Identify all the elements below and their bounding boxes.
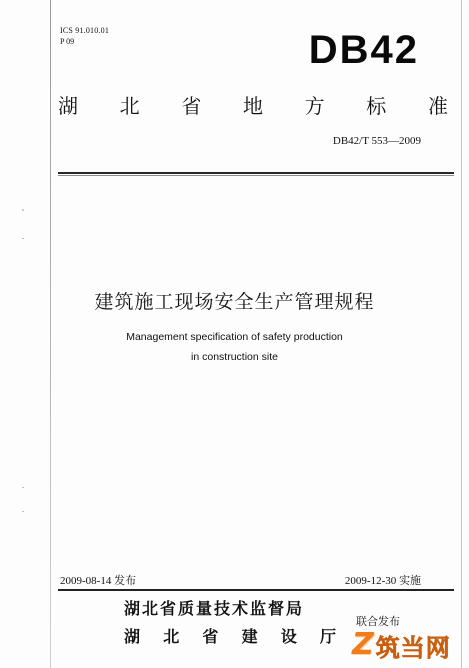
implement-date: 2009-12-30 实施: [344, 575, 421, 587]
header-rule-thin: [58, 175, 454, 176]
issuer-construction-dept: [124, 624, 336, 647]
title-chinese: 建筑施工现场安全生产管理规程: [94, 291, 375, 313]
title-english-line1: Management specification of safety production: [126, 331, 343, 343]
level-char: 省: [181, 94, 202, 118]
standard-code: DB42: [308, 28, 419, 72]
level-char: 方: [304, 94, 325, 118]
level-char: 标: [366, 94, 387, 118]
joint-issue-label: 联合发布: [356, 615, 400, 628]
watermark-logo-text: 筑当网: [375, 633, 451, 662]
issuer-char: 省: [202, 627, 219, 646]
watermark-logo-icon: Z: [352, 627, 374, 662]
issuer-char: 湖: [124, 627, 141, 646]
level-char: 湖: [58, 94, 78, 118]
issuer-char: 北: [163, 627, 180, 646]
watermark-logo[interactable]: [352, 622, 469, 668]
standard-number: DB42/T 553—2009: [332, 135, 421, 147]
title-english: [0, 327, 469, 367]
issuer-char: 设: [280, 627, 297, 646]
scan-speck: ': [22, 208, 24, 216]
header-rule: [58, 172, 454, 174]
level-char: 准: [427, 94, 448, 118]
title-english-line2: in construction site: [191, 351, 278, 363]
issuer-char: 厅: [319, 627, 336, 646]
scan-speck: ·: [22, 484, 25, 492]
level-char: 地: [242, 94, 263, 118]
scan-speck: ·: [22, 235, 25, 243]
scan-speck: ·: [22, 508, 25, 516]
level-char: 北: [119, 94, 140, 118]
issuer-quality-bureau: 湖北省质量技术监督局: [124, 599, 305, 618]
issue-date: 2009-08-14 发布: [60, 575, 137, 587]
footer-rule: [58, 589, 454, 591]
ccs-code: P 09: [60, 37, 75, 46]
issuer-char: 建: [241, 627, 258, 646]
standard-level: [58, 90, 448, 119]
ics-code: ICS 91.010.01: [60, 26, 110, 35]
